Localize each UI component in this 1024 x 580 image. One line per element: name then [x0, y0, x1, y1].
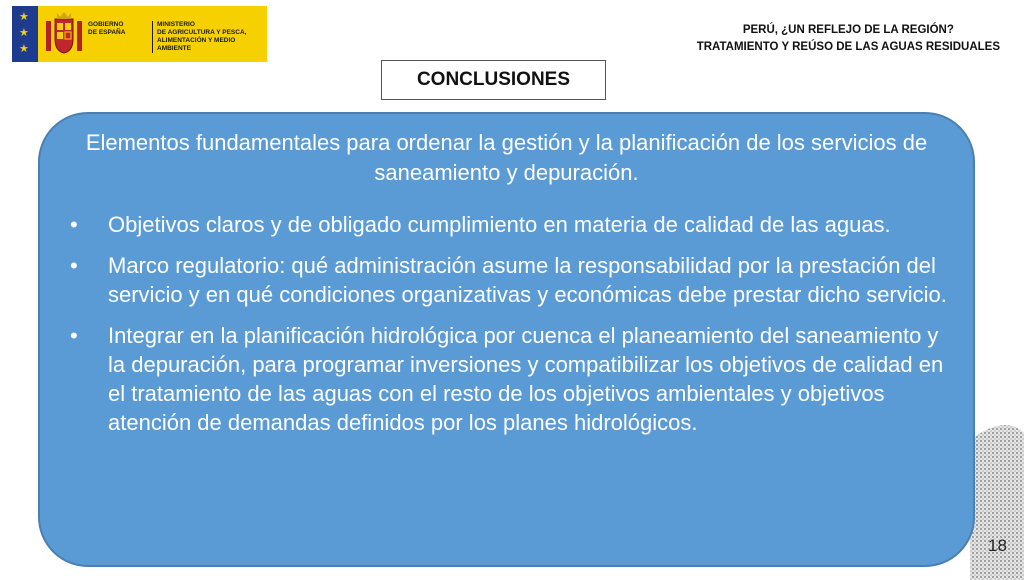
conclusions-panel [38, 112, 975, 567]
header-line-2: TRATAMIENTO Y REÚSO DE LAS AGUAS RESIDUALES [696, 41, 1000, 53]
bullet-list [70, 210, 950, 449]
list-item [70, 210, 950, 239]
bullet-text: Integrar en la planificación hidrológica por cuenca el planeamiento del saneamiento y la depuración, para programar inversiones y compatibilizar los objetivos de calidad en el tratamiento de las aguas con el resto de los objetivos ambientales y objetivos atención de demandas definidos por los planes hidrológicos. [108, 323, 944, 435]
list-item [70, 251, 950, 309]
coat-of-arms-icon [44, 11, 84, 57]
eu-flag-strip [12, 6, 38, 62]
list-item [70, 321, 950, 437]
star-icon: ★ [19, 43, 29, 55]
star-icon: ★ [19, 11, 29, 23]
ministry-label [152, 21, 267, 53]
government-logo [12, 6, 267, 62]
ministry-line-3: ALIMENTACIÓN Y MEDIO AMBIENTE [157, 37, 236, 52]
gov-line-1: GOBIERNO [88, 21, 124, 28]
bullet-icon: • [70, 253, 78, 278]
bullet-text: Objetivos claros y de obligado cumplimiento en materia de calidad de las aguas. [108, 212, 891, 237]
ministry-line-1: MINISTERIO [157, 21, 195, 28]
star-icon: ★ [19, 27, 29, 39]
bullet-text: Marco regulatorio: qué administración asume la responsabilidad por la prestación del servicio y en qué condiciones organizativas y económicas debe prestar dicho servicio. [108, 253, 947, 307]
bullet-icon: • [70, 323, 78, 348]
gov-line-2: DE ESPAÑA [88, 29, 126, 36]
page-number: 18 [988, 536, 1007, 555]
header-line-1: PERÚ, ¿UN REFLEJO DE LA REGIÓN? [742, 24, 954, 36]
section-title: CONCLUSIONES [381, 60, 606, 100]
panel-intro: Elementos fundamentales para ordenar la gestión y la planificación de los servicios de saneamiento y depuración. [85, 130, 928, 185]
logo-body [38, 6, 267, 62]
bullet-icon: • [70, 212, 78, 237]
presentation-header [697, 22, 1000, 56]
government-label [88, 21, 125, 37]
ministry-line-2: DE AGRICULTURA Y PESCA, [157, 29, 247, 36]
